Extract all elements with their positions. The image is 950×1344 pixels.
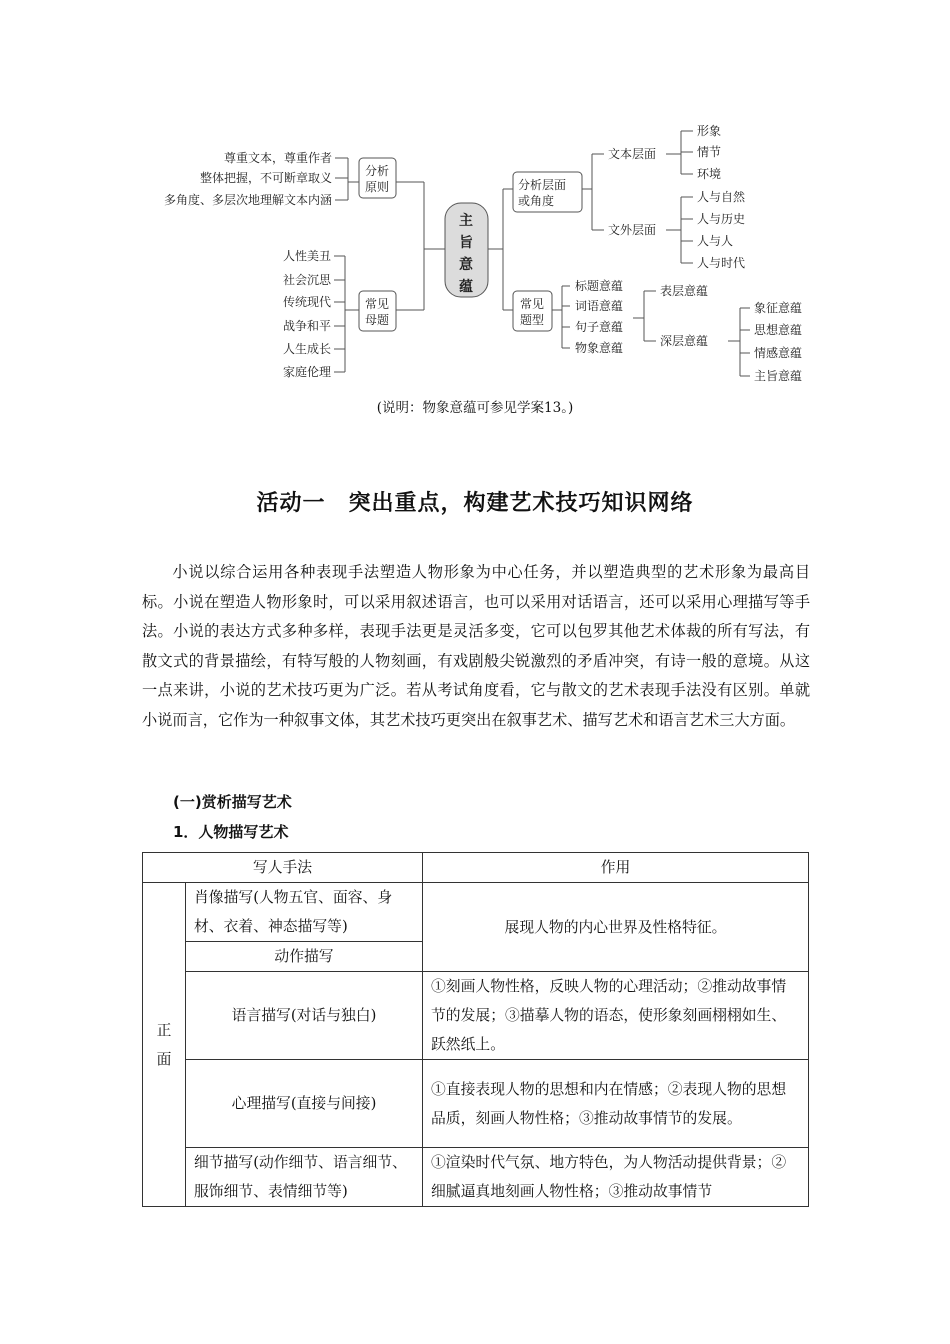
textual-level-label: 文本层面 <box>608 147 657 161</box>
motif-label-2: 母题 <box>364 313 390 327</box>
deep-layer-item: 主旨意蕴 <box>754 369 803 383</box>
principle-label-1: 分析 <box>364 164 390 178</box>
motif-item: 人性美丑 <box>282 249 331 263</box>
deep-layer-item: 象征意蕴 <box>754 301 803 315</box>
character-description-table <box>142 852 809 1207</box>
question-type-item: 句子意蕴 <box>575 320 624 334</box>
center-node-char-4: 蕴 <box>459 279 473 295</box>
surface-layer-label: 表层意蕴 <box>660 284 709 298</box>
deep-layer-item: 思想意蕴 <box>754 323 803 337</box>
center-node-char-3: 意 <box>459 257 473 273</box>
center-node-char-2: 旨 <box>459 235 473 251</box>
layer-connector <box>633 291 656 341</box>
textual-level-item: 环境 <box>697 167 722 181</box>
question-type-item: 词语意蕴 <box>575 299 624 313</box>
level-label-2: 或角度 <box>518 194 555 208</box>
type-label-2: 题型 <box>519 313 545 327</box>
method-cell: 肖像描写(人物五官、面容、身材、衣着、神态描写等) <box>186 883 423 942</box>
effect-cell: ①渲染时代气氛、地方特色，为人物活动提供背景；②细腻逼真地刻画人物性格；③推动故事情节 <box>423 1148 809 1207</box>
motif-item: 战争和平 <box>282 319 331 333</box>
principle-item: 尊重文本，尊重作者 <box>223 151 332 165</box>
table-row <box>143 1060 809 1148</box>
deep-layer-label: 深层意蕴 <box>660 334 709 348</box>
header-effect: 作用 <box>423 853 809 883</box>
method-cell: 细节描写(动作细节、语言细节、服饰细节、表情细节等) <box>186 1148 423 1207</box>
type-label-1: 常见 <box>519 297 545 311</box>
side-label: 正面 <box>143 883 186 1207</box>
motif-item: 家庭伦理 <box>282 365 331 379</box>
method-cell: 心理描写(直接与间接) <box>186 1060 423 1148</box>
subsection-heading: 1．人物描写艺术 <box>173 823 289 841</box>
motif-item: 传统现代 <box>282 295 331 309</box>
external-level-label: 文外层面 <box>608 223 657 237</box>
center-node-char-1: 主 <box>459 213 473 229</box>
intro-paragraph: 小说以综合运用各种表现手法塑造人物形象为中心任务，并以塑造典型的艺术形象为最高目标。小说在塑造人物形象时，可以采用叙述语言，也可以采用对话语言，还可以采用心理描写等手法。小说的表达方式多种多样，表现手法更是灵活多变，它可以包罗其他艺术体裁的所有写法，有散文式的背景描绘，有特写般的人物刻画，有戏剧般尖锐激烈的矛盾冲突，有诗一般的意境。从这一点来讲，小说的艺术技巧更为广泛。若从考试角度看，它与散文的艺术表现手法没有区别。单就小说而言，它作为一种叙事文体，其艺术技巧更突出在叙事艺术、描写艺术和语言艺术三大方面。 <box>142 563 810 729</box>
theme-mind-map <box>0 0 950 400</box>
motif-item: 人生成长 <box>282 342 331 356</box>
principle-item: 整体把握，不可断章取义 <box>199 171 332 185</box>
activity-title: 活动一 突出重点，构建艺术技巧知识网络 <box>256 491 694 516</box>
external-level-item: 人与历史 <box>697 212 746 226</box>
motif-label-1: 常见 <box>364 297 390 311</box>
textual-level-connector <box>666 131 693 174</box>
deep-layer-connector <box>728 308 750 376</box>
question-type-item: 标题意蕴 <box>575 279 624 293</box>
type-connector <box>552 286 570 348</box>
external-level-item: 人与时代 <box>697 256 746 270</box>
effect-cell: 展现人物的内心世界及性格特征。 <box>423 883 809 972</box>
external-level-item: 人与人 <box>697 234 734 248</box>
table-row <box>143 972 809 1060</box>
method-cell: 语言描写(对话与独白) <box>186 972 423 1060</box>
deep-layer-item: 情感意蕴 <box>754 346 803 360</box>
section-heading: (一)赏析描写艺术 <box>173 793 292 811</box>
diagram-note: (说明：物象意蕴可参见学案13。) <box>376 400 574 416</box>
principle-label-2: 原则 <box>364 180 390 194</box>
question-type-item: 物象意蕴 <box>575 341 624 355</box>
center-left-connector <box>396 182 445 310</box>
motif-connector <box>334 256 359 372</box>
external-level-item: 人与自然 <box>697 190 746 204</box>
table-row <box>143 883 809 942</box>
table-row <box>143 1148 809 1207</box>
level-label-1: 分析层面 <box>518 178 567 192</box>
table-header-row <box>143 853 809 883</box>
principle-item: 多角度、多层次地理解文本内涵 <box>163 193 332 207</box>
method-cell: 动作描写 <box>186 942 423 972</box>
center-right-connector <box>488 189 513 310</box>
level-connector <box>582 154 604 230</box>
external-level-connector <box>666 197 693 263</box>
effect-cell: ①直接表现人物的思想和内在情感；②表现人物的思想品质，刻画人物性格；③推动故事情节的发展。 <box>423 1060 809 1148</box>
motif-item: 社会沉思 <box>282 273 331 287</box>
textual-level-item: 情节 <box>697 145 722 159</box>
textual-level-item: 形象 <box>697 124 722 138</box>
principle-connector <box>335 158 359 200</box>
effect-cell: ①刻画人物性格，反映人物的心理活动；②推动故事情节的发展；③描摹人物的语态，使形象刻画栩栩如生、跃然纸上。 <box>423 972 809 1060</box>
header-method: 写人手法 <box>143 853 423 883</box>
